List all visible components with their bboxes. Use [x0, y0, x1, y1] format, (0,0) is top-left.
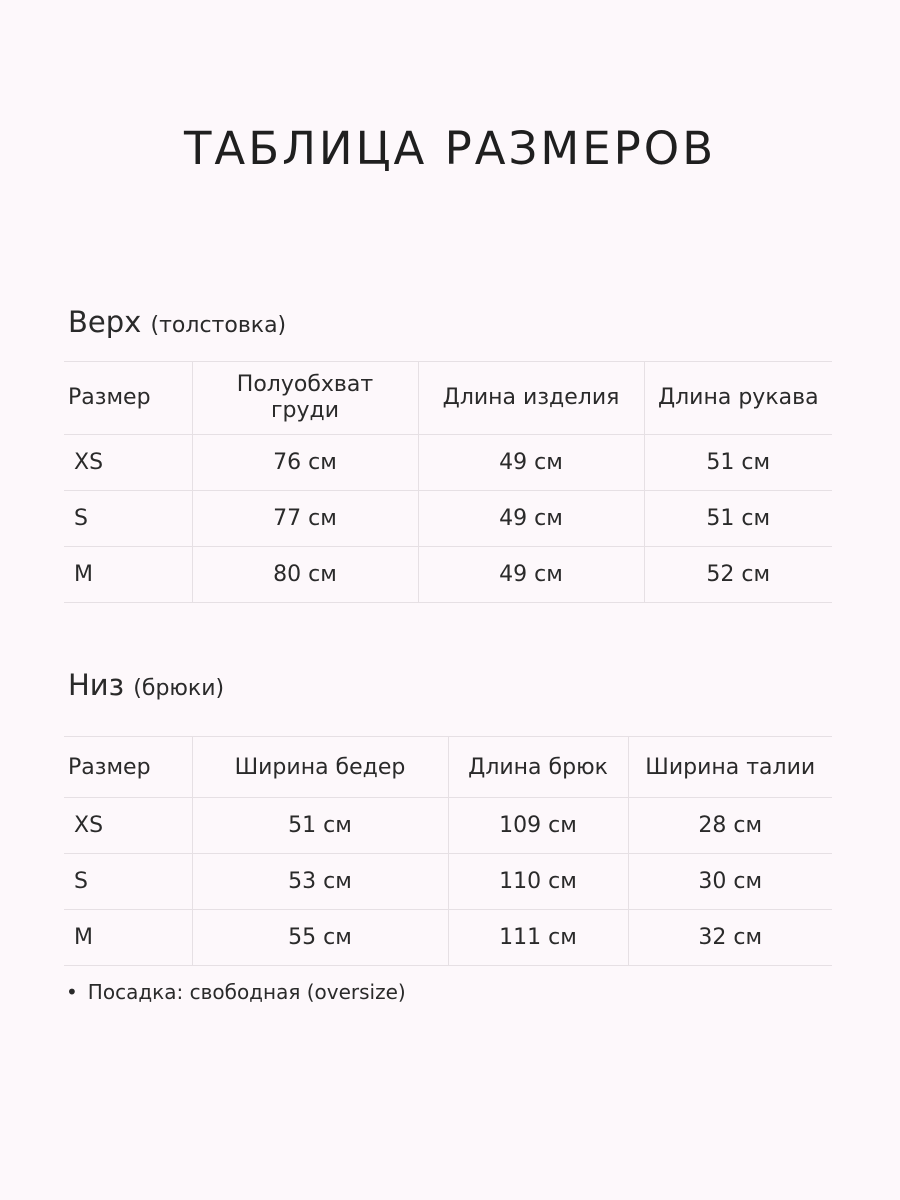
table-row: [64, 435, 832, 491]
value-cell: 49 см: [418, 491, 644, 547]
size-cell: S: [64, 491, 192, 547]
column-header-trouser-length: Длина брюк: [448, 737, 628, 798]
bottom-heading-label: Низ: [68, 668, 125, 702]
size-cell: M: [64, 547, 192, 603]
column-header-chest: Полуобхват груди: [192, 362, 418, 435]
table-row: [64, 910, 832, 966]
value-cell: 51 см: [644, 491, 832, 547]
table-row: [64, 854, 832, 910]
value-cell: 55 см: [192, 910, 448, 966]
table-header-row: [64, 362, 832, 435]
size-cell: XS: [64, 798, 192, 854]
value-cell: 30 см: [628, 854, 832, 910]
value-cell: 28 см: [628, 798, 832, 854]
bottom-section-heading: [68, 668, 224, 702]
table-row: [64, 798, 832, 854]
table-row: [64, 491, 832, 547]
value-cell: 49 см: [418, 435, 644, 491]
value-cell: 110 см: [448, 854, 628, 910]
column-header-size: Размер: [64, 362, 192, 435]
value-cell: 76 см: [192, 435, 418, 491]
column-header-sleeve: Длина рукава: [644, 362, 832, 435]
page-title: ТАБЛИЦА РАЗМЕРОВ: [183, 122, 717, 175]
value-cell: 51 см: [644, 435, 832, 491]
value-cell: 109 см: [448, 798, 628, 854]
fit-note-text: Посадка: свободная (oversize): [87, 980, 406, 1004]
bottom-subheading-label: (брюки): [133, 676, 225, 701]
top-size-table: [64, 361, 832, 603]
value-cell: 51 см: [192, 798, 448, 854]
column-header-hips: Ширина бедер: [192, 737, 448, 798]
value-cell: 80 см: [192, 547, 418, 603]
column-header-length: Длина изделия: [418, 362, 644, 435]
bullet-icon: •: [66, 980, 78, 1004]
top-subheading-label: (толстовка): [150, 313, 287, 338]
table-row: [64, 547, 832, 603]
size-cell: M: [64, 910, 192, 966]
size-cell: XS: [64, 435, 192, 491]
top-section-heading: [68, 305, 286, 339]
column-header-size: Размер: [64, 737, 192, 798]
fit-note: [66, 980, 406, 1004]
column-header-waist: Ширина талии: [628, 737, 832, 798]
size-cell: S: [64, 854, 192, 910]
top-heading-label: Верх: [68, 305, 142, 339]
value-cell: 111 см: [448, 910, 628, 966]
value-cell: 52 см: [644, 547, 832, 603]
value-cell: 77 см: [192, 491, 418, 547]
table-header-row: [64, 737, 832, 798]
value-cell: 32 см: [628, 910, 832, 966]
value-cell: 53 см: [192, 854, 448, 910]
value-cell: 49 см: [418, 547, 644, 603]
bottom-size-table: [64, 736, 832, 966]
